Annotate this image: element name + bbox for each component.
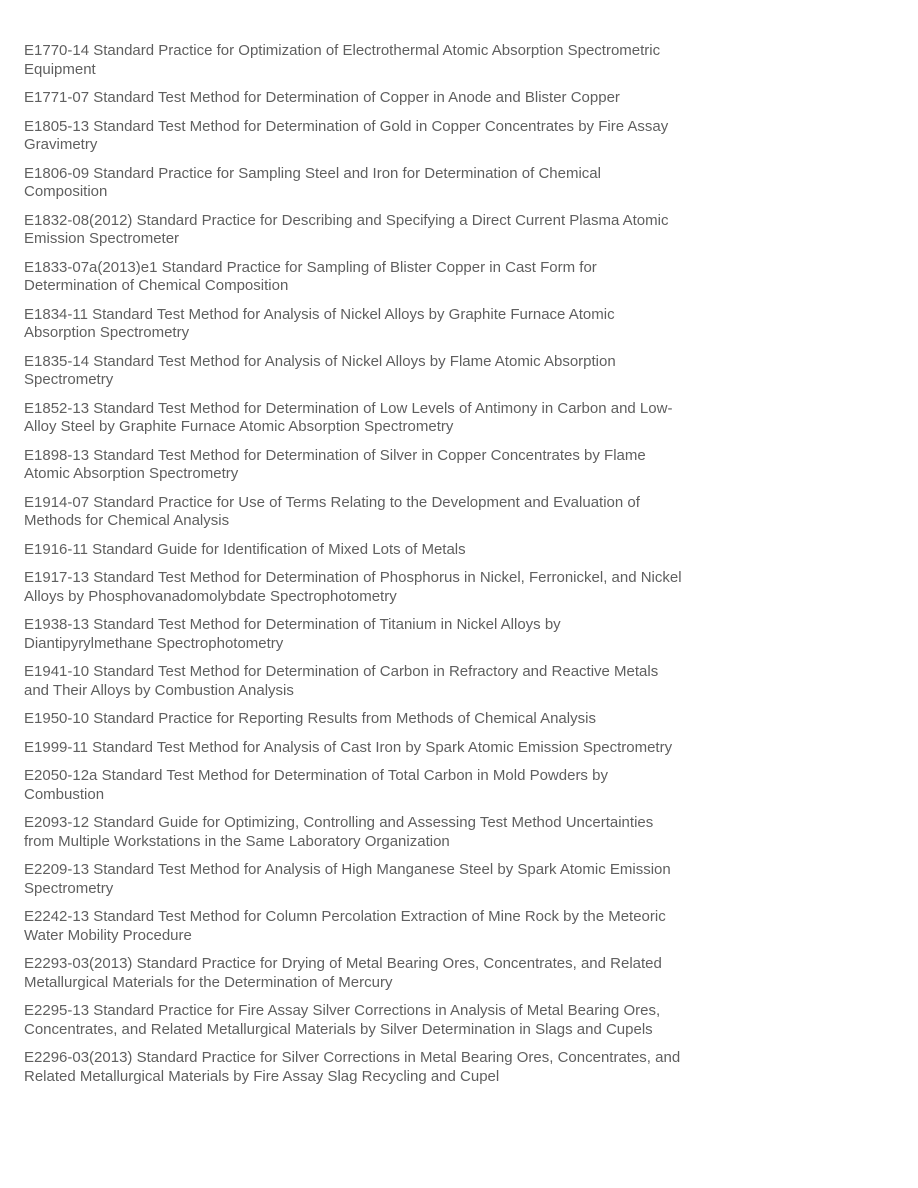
standard-entry: E1916-11 Standard Guide for Identification of Mixed Lots of Metals <box>24 540 466 558</box>
standard-entry: E1898-13 Standard Test Method for Determination of Silver in Copper Concentrates by Flame Atomic Absorption Spectrometry <box>24 446 646 482</box>
standard-entry: E1833-07a(2013)e1 Standard Practice for Sampling of Blister Copper in Cast Form for Determination of Chemical Composition <box>24 258 597 294</box>
standard-entry: E2050-12a Standard Test Method for Determination of Total Carbon in Mold Powders by Combustion <box>24 767 608 803</box>
standard-entry: E1770-14 Standard Practice for Optimization of Electrothermal Atomic Absorption Spectrometric Equipment <box>24 42 661 78</box>
standard-entry: E1834-11 Standard Test Method for Analysis of Nickel Alloys by Graphite Furnace Atomic Absorption Spectrometry <box>24 305 615 341</box>
standard-entry: E1950-10 Standard Practice for Reporting Results from Methods of Chemical Analysis <box>24 710 596 727</box>
standard-entry: E1914-07 Standard Practice for Use of Terms Relating to the Development and Evaluation of Methods for Chemical Analysis <box>24 493 640 529</box>
standard-entry: E2093-12 Standard Guide for Optimizing, Controlling and Assessing Test Method Uncertainties from Multiple Workstations in the Same Laboratory Organization <box>24 814 654 850</box>
standard-entry: E1852-13 Standard Test Method for Determination of Low Levels of Antimony in Carbon and Low-Alloy Steel by Graphite Furnace Atomic Absorption Spectrometry <box>24 399 673 435</box>
standard-entry: E1835-14 Standard Test Method for Analysis of Nickel Alloys by Flame Atomic Absorption Spectrometry <box>24 352 616 388</box>
standard-entry: E1999-11 Standard Test Method for Analysis of Cast Iron by Spark Atomic Emission Spectrometry <box>24 738 673 756</box>
standard-entry: E1832-08(2012) Standard Practice for Describing and Specifying a Direct Current Plasma Atomic Emission Spectrometer <box>24 211 669 247</box>
standard-entry: E1938-13 Standard Test Method for Determination of Titanium in Nickel Alloys by Diantipyrylmethane Spectrophotometry <box>24 616 561 652</box>
standards-list <box>24 42 684 1096</box>
standard-entry: E2296-03(2013) Standard Practice for Silver Corrections in Metal Bearing Ores, Concentrates, and Related Metallurgical Materials by Fire Assay Slag Recycling and Cupel <box>24 1049 681 1085</box>
standard-entry: E1917-13 Standard Test Method for Determination of Phosphorus in Nickel, Ferronickel, and Nickel Alloys by Phosphovanadomolybdate Spectrophotometry <box>24 569 682 605</box>
standard-entry: E1805-13 Standard Test Method for Determination of Gold in Copper Concentrates by Fire Assay Gravimetry <box>24 117 669 153</box>
standard-entry: E2295-13 Standard Practice for Fire Assay Silver Corrections in Analysis of Metal Bearing Ores, Concentrates, and Related Metallurgical Materials by Silver Determination in Slags and Cupels <box>24 1002 661 1038</box>
standard-entry: E2242-13 Standard Test Method for Column Percolation Extraction of Mine Rock by the Meteoric Water Mobility Procedure <box>24 908 666 944</box>
standard-entry: E1771-07 Standard Test Method for Determination of Copper in Anode and Blister Copper <box>24 89 620 106</box>
standard-entry: E2293-03(2013) Standard Practice for Drying of Metal Bearing Ores, Concentrates, and Related Metallurgical Materials for the Determination of Mercury <box>24 955 662 991</box>
standard-entry: E1941-10 Standard Test Method for Determination of Carbon in Refractory and Reactive Metals and Their Alloys by Combustion Analysis <box>24 663 659 699</box>
standard-entry: E2209-13 Standard Test Method for Analysis of High Manganese Steel by Spark Atomic Emission Spectrometry <box>24 861 671 897</box>
standard-entry: E1806-09 Standard Practice for Sampling Steel and Iron for Determination of Chemical Composition <box>24 164 601 200</box>
